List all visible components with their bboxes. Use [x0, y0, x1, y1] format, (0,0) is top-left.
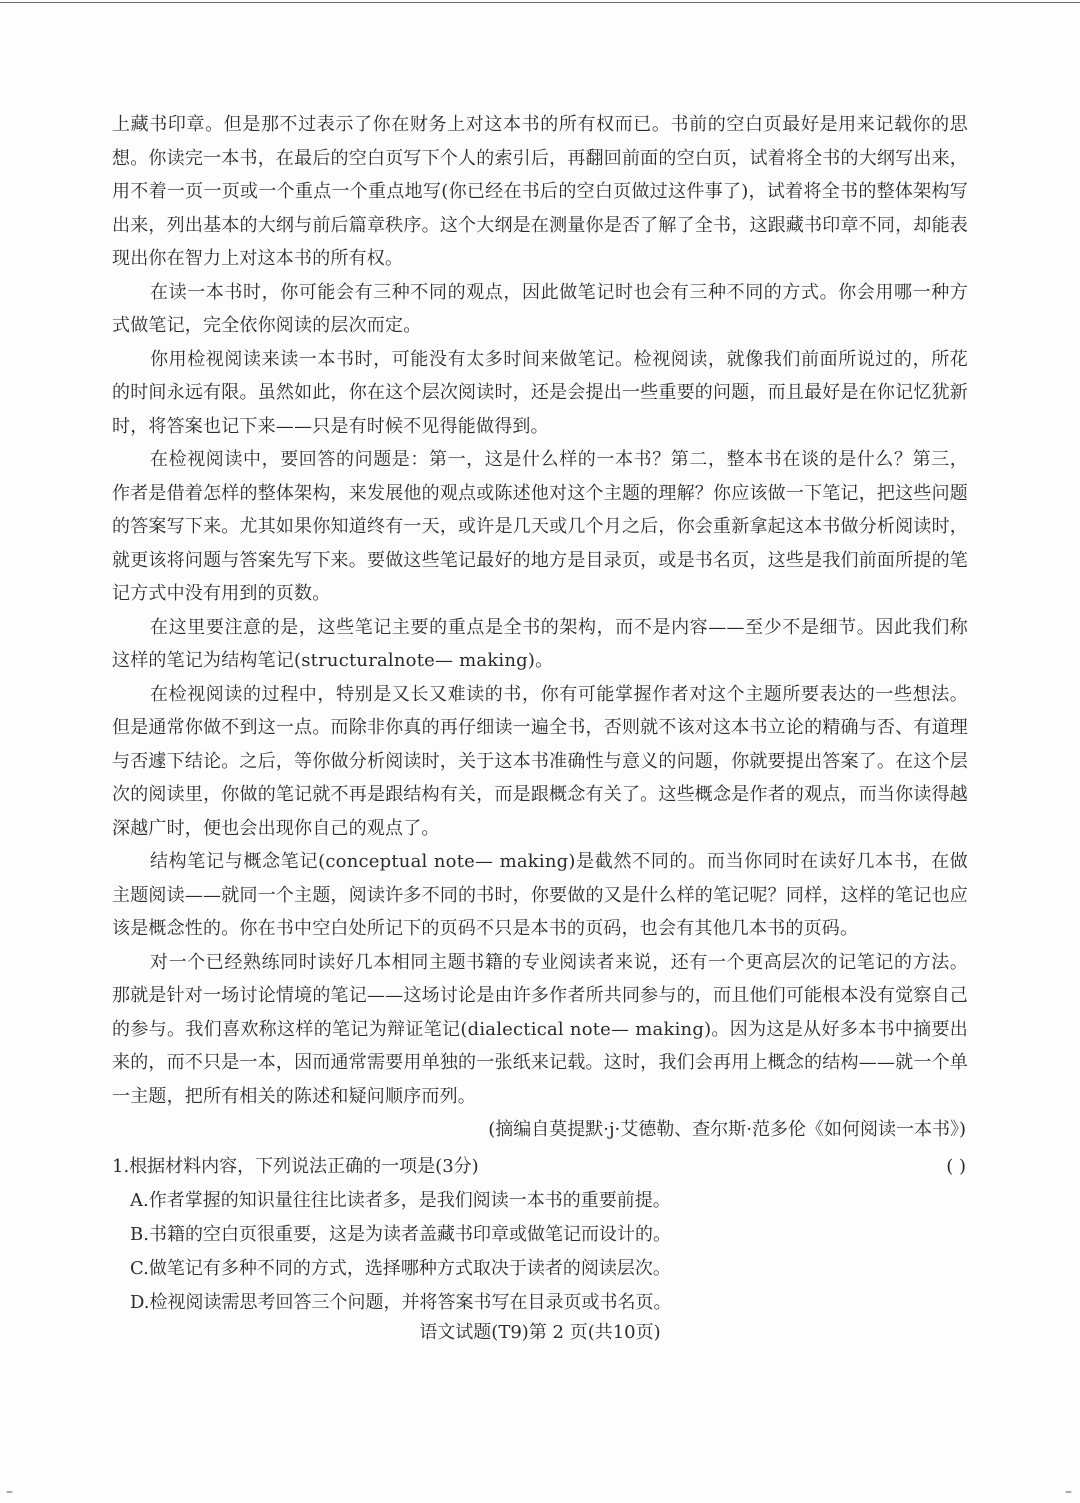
corner-mark-left: –	[6, 1484, 13, 1500]
passage-paragraph-4: 在检视阅读中，要回答的问题是：第一，这是什么样的一本书？第二，整本书在谈的是什么？第三，作者是借着怎样的整体架构，来发展他的观点或陈述他对这个主题的理解？你应该做一下笔记，把这些问题的答案写下来。尤其如果你知道终有一天，或许是几天或几个月之后，你会重新拿起这本书做分析阅读时，就更该将问题与答案先写下来。要做这些笔记最好的地方是目录页，或是书名页，这些是我们前面所提的笔记方式中没有用到的页数。	[112, 449, 968, 604]
reading-passage	[112, 108, 968, 1147]
option-c: C.做笔记有多种不同的方式，选择哪种方式取决于读者的阅读层次。	[130, 1258, 671, 1279]
passage-paragraph-6: 在检视阅读的过程中，特别是又长又难读的书，你有可能掌握作者对这个主题所要表达的一些想法。但是通常你做不到这一点。而除非你真的再仔细读一遍全书，否则就不该对这本书立论的精确与否、有道理与否遽下结论。之后，等你做分析阅读时，关于这本书准确性与意义的问题，你就要提出答案了。在这个层次的阅读里，你做的笔记就不再是跟结构有关，而是跟概念有关了。这些概念是作者的观点，而当你读得越深越广时，便也会出现你自己的观点了。	[112, 683, 968, 839]
question-1	[112, 1150, 968, 1320]
option-a: A.作者掌握的知识量往往比读者多，是我们阅读一本书的重要前提。	[130, 1190, 671, 1211]
passage-paragraph-3: 你用检视阅读来读一本书时，可能没有太多时间来做笔记。检视阅读，就像我们前面所说过的，所花的时间永远有限。虽然如此，你在这个层次阅读时，还是会提出一些重要的问题，而且最好是在你记忆犹新时，将答案也记下来——只是有时候不见得能做得到。	[112, 348, 968, 437]
answer-blank: ( )	[946, 1156, 966, 1177]
question-stem	[112, 1150, 968, 1184]
page-footer: 语文试题(T9)第 2 页(共10页)	[419, 1322, 661, 1343]
passage-source: (摘编自莫提默·j·艾德勒、查尔斯·范多伦《如何阅读一本书》)	[488, 1119, 966, 1140]
passage-paragraph-8: 对一个已经熟练同时读好几本相同主题书籍的专业阅读者来说，还有一个更高层次的记笔记的方法。那就是针对一场讨论情境的笔记——这场讨论是由许多作者所共同参与的，而且他们可能根本没有觉察自己的参与。我们喜欢称这样的笔记为辩证笔记(dialectical note— making)。因为这是从好多本书中摘要出来的，而不只是一本，因而通常需要用单独的一张纸来记载。这时，我们会再用上概念的结构——就一个单一主题，把所有相关的陈述和疑问顺序而列。	[112, 951, 968, 1107]
top-rule	[0, 2, 1080, 3]
option-b: B.书籍的空白页很重要，这是为读者盖藏书印章或做笔记而设计的。	[130, 1224, 671, 1245]
passage-paragraph-5: 在这里要注意的是，这些笔记主要的重点是全书的架构，而不是内容——至少不是细节。因此我们称这样的笔记为结构笔记(structuralnote— making)。	[112, 616, 968, 671]
passage-paragraph-2: 在读一本书时，你可能会有三种不同的观点，因此做笔记时也会有三种不同的方式。你会用哪一种方式做笔记，完全依你阅读的层次而定。	[112, 281, 968, 336]
passage-paragraph-1: 上藏书印章。但是那不过表示了你在财务上对这本书的所有权而已。书前的空白页最好是用来记载你的思想。你读完一本书，在最后的空白页写下个人的索引后，再翻回前面的空白页，试着将全书的大纲写出来，用不着一页一页或一个重点一个重点地写(你已经在书后的空白页做过这件事了)，试着将全书的整体架构写出来，列出基本的大纲与前后篇章秩序。这个大纲是在测量你是否了解了全书，这跟藏书印章不同，却能表现出你在智力上对这本书的所有权。	[112, 114, 968, 269]
option-d: D.检视阅读需思考回答三个问题，并将答案书写在目录页或书名页。	[130, 1292, 672, 1313]
passage-paragraph-7: 结构笔记与概念笔记(conceptual note— making)是截然不同的。而当你同时在读好几本书，在做主题阅读——就同一个主题，阅读许多不同的书时，你要做的又是什么样的笔记呢？同样，这样的笔记也应该是概念性的。你在书中空白处所记下的页码不只是本书的页码，也会有其他几本书的页码。	[112, 851, 968, 939]
corner-mark-right: –	[1065, 1484, 1072, 1500]
question-stem-text: 1.根据材料内容，下列说法正确的一项是(3分)	[112, 1156, 479, 1177]
